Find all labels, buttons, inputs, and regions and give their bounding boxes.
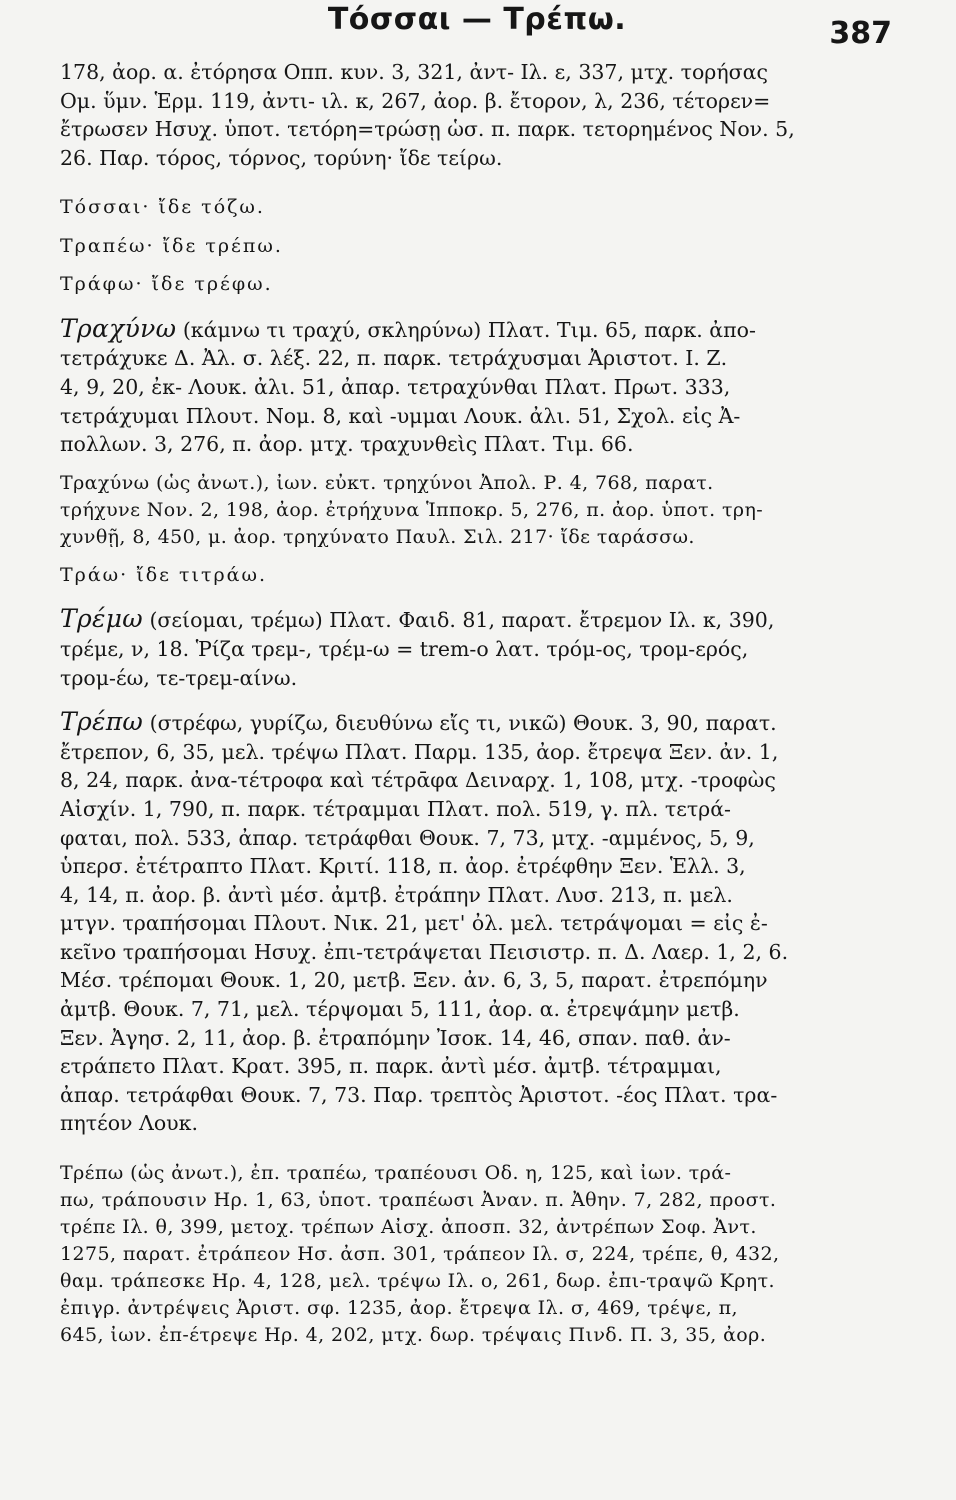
- text-line: Τράφω· ἴδε τρέφω.: [60, 273, 273, 296]
- headword: Τρέμω: [60, 605, 143, 634]
- entry-trepo-ionic: [60, 1160, 894, 1349]
- text-line: ετράπετο Πλατ. Κρατ. 395, π. παρκ. ἀντὶ μέσ. ἀμτβ. τέτραμμαι,: [60, 1054, 722, 1079]
- entry-cross-reference: [60, 233, 894, 261]
- text-line: 4, 9, 20, ἐκ- Λουκ. ἀλι. 51, ἀπαρ. τετραχύνθαι Πλατ. Πρωτ. 333,: [60, 375, 731, 400]
- page-number: 387: [829, 16, 892, 51]
- text-line: 645, ἰων. ἐπ-έτρεψε Ηρ. 4, 202, μτχ. δωρ. τρέψαις Πινδ. Π. 3, 35, ἀορ.: [60, 1324, 767, 1347]
- text-line: Τραπέω· ἴδε τρέπω.: [60, 234, 283, 257]
- text-line: πητέον Λουκ.: [60, 1111, 198, 1136]
- entry-cross-reference: [60, 562, 894, 590]
- text-line: φαται, πολ. 533, ἀπαρ. τετράφθαι Θουκ. 7, 73, μτχ. -αμμένος, 5, 9,: [60, 825, 755, 850]
- text-line: μτγν. τραπήσομαι Πλουτ. Νικ. 21, μετ' ὀλ. μελ. τετράψομαι = εἰς ἐ-: [60, 911, 768, 936]
- text-line: Τραχύνω (κάμνω τι τραχύ, σκληρύνω) Πλατ. Τιμ. 65, παρκ. ἀπο-: [60, 314, 756, 343]
- text-line: ἔτρεπον, 6, 35, μελ. τρέψω Πλατ. Παρμ. 135, ἀορ. ἔτρεψα Ξεν. ἀν. 1,: [60, 739, 779, 764]
- text-line: πολλων. 3, 276, π. ἀορ. μτχ. τραχυνθεὶς Πλατ. Τιμ. 66.: [60, 432, 634, 457]
- text-line: 4, 14, π. ἀορ. β. ἀντὶ μέσ. ἀμτβ. ἐτράπην Πλατ. Λυσ. 213, π. μελ.: [60, 882, 733, 907]
- page-header: [60, 0, 894, 58]
- text-line: Τράω· ἴδε τιτράω.: [60, 563, 268, 586]
- text-line: Τρέπω (ὡς ἀνωτ.), ἐπ. τραπέω, τραπέουσι Οδ. η, 125, καὶ ἰων. τρά-: [60, 1162, 732, 1185]
- text-line: ὑπερσ. ἐτέτραπτο Πλατ. Κριτί. 118, π. ἀορ. ἐτρέφθην Ξεν. Ἑλλ. 3,: [60, 854, 746, 879]
- text-line: Μέσ. τρέπομαι Θουκ. 1, 20, μετβ. Ξεν. ἀν. 6, 3, 5, παρατ. ἐτρεπόμην: [60, 968, 768, 993]
- text-line: κεῖνο τραπήσομαι Ησυχ. ἐπι-τετράψεται Πεισιστρ. π. Δ. Λαερ. 1, 2, 6.: [60, 939, 789, 964]
- text-line: 1275, παρατ. ἐτράπεον Ησ. ἀσπ. 301, τράπεον Ιλ. σ, 224, τρέπε, θ, 432,: [60, 1243, 780, 1266]
- text-line: ἐπιγρ. ἀντρέψεις Ἀριστ. σφ. 1235, ἀορ. ἔτρεψα Ιλ. σ, 469, τρέψε, π,: [60, 1297, 738, 1320]
- text-line: θαμ. τράπεσκε Ηρ. 4, 128, μελ. τρέψω Ιλ. ο, 261, δωρ. ἐπι-τραψῶ Κρητ.: [60, 1270, 775, 1293]
- headword: Τραχύνω: [60, 314, 177, 343]
- text-line: ἀμτβ. Θουκ. 7, 71, μελ. τέρψομαι 5, 111, ἀορ. α. ἐτρεψάμην μετβ.: [60, 997, 740, 1022]
- text-line: τρήχυνε Νον. 2, 198, ἀορ. ἐτρήχυνα Ἱπποκρ. 5, 276, π. ἀορ. ὑποτ. τρη-: [60, 498, 764, 521]
- text-line: Τρέπω (στρέφω, γυρίζω, διευθύνω εἴς τι, νικῶ) Θουκ. 3, 90, παρατ.: [60, 708, 777, 737]
- text-line: Τραχύνω (ὡς ἀνωτ.), ἰων. εὐκτ. τρηχύνοι Ἀπολ. Ρ. 4, 768, παρατ.: [60, 471, 714, 494]
- entry-trepo: [60, 708, 894, 1138]
- text-line: χυνθῇ, 8, 450, μ. ἀορ. τρηχύνατο Παυλ. Σιλ. 217· ἴδε ταράσσω.: [60, 525, 695, 548]
- text-line: Τόσσαι· ἴδε τόζω.: [60, 196, 265, 219]
- text-line: τρομ-έω, τε-τρεμ-αίνω.: [60, 665, 298, 690]
- text-line: πω, τράπουσιν Ηρ. 1, 63, ὑποτ. τραπέωσι Ἀναν. π. Ἀθην. 7, 282, προστ.: [60, 1189, 777, 1212]
- text-line: ἀπαρ. τετράφθαι Θουκ. 7, 73. Παρ. τρεπτὸς Ἀριστοτ. -έος Πλατ. τρα-: [60, 1082, 778, 1107]
- text-line: ἔτρωσεν Ησυχ. ὑποτ. τετόρη=τρώσῃ ὡσ. π. παρκ. τετορημένος Νον. 5,: [60, 117, 795, 142]
- text-line: Ομ. ὕμν. Ἑρμ. 119, ἀντι- ιλ. κ, 267, ἀορ. β. ἔτορον, λ, 236, τέτορεν=: [60, 88, 771, 113]
- running-title: Τόσσαι — Τρέπω.: [327, 2, 627, 37]
- entry-trachyno-ionic: [60, 470, 894, 551]
- text-line: τετράχυμαι Πλουτ. Νομ. 8, καὶ -υμμαι Λουκ. ἀλι. 51, Σχολ. εἰς Ἀ-: [60, 403, 741, 428]
- entry-continuation: [60, 58, 894, 172]
- text-line: Τρέμω (σείομαι, τρέμω) Πλατ. Φαιδ. 81, παρατ. ἔτρεμον Ιλ. κ, 390,: [60, 605, 775, 634]
- entry-trachyno: [60, 315, 894, 459]
- headword: Τρέπω: [60, 708, 144, 737]
- text-line: 8, 24, παρκ. ἀνα-τέτροφα καὶ τέτρᾱφα Δειναρχ. 1, 108, μτχ. -τροφὼς: [60, 768, 776, 793]
- entry-tremo: [60, 605, 894, 692]
- text-line: τετράχυκε Δ. Ἀλ. σ. λέξ. 22, π. παρκ. τετράχυσμαι Ἀριστοτ. Ι. Ζ.: [60, 346, 728, 371]
- text-line: 26. Παρ. τόρος, τόρνος, τορύνη· ἴδε τείρω.: [60, 145, 503, 170]
- text-line: 178, ἀορ. α. ἐτόρησα Οππ. κυν. 3, 321, ἀντ- Ιλ. ε, 337, μτχ. τορήσας: [60, 60, 768, 84]
- text-line: Αἰσχίν. 1, 790, π. παρκ. τέτραμμαι Πλατ. πολ. 519, γ. πλ. τετρά-: [60, 796, 731, 821]
- text-line: τρέμε, ν, 18. Ῥίζα τρεμ-, τρέμ-ω = trem-o λατ. τρόμ-ος, τρομ-ερός,: [60, 636, 749, 661]
- text-line: Ξεν. Ἀγησ. 2, 11, ἀορ. β. ἐτραπόμην Ἰσοκ. 14, 46, σπαν. παθ. ἀν-: [60, 1025, 731, 1050]
- entry-cross-reference: [60, 271, 894, 299]
- text-line: τρέπε Ιλ. θ, 399, μετοχ. τρέπων Αἰσχ. ἀποσπ. 32, ἀντρέπων Σοφ. Ἀντ.: [60, 1216, 757, 1239]
- entry-cross-reference: [60, 194, 894, 222]
